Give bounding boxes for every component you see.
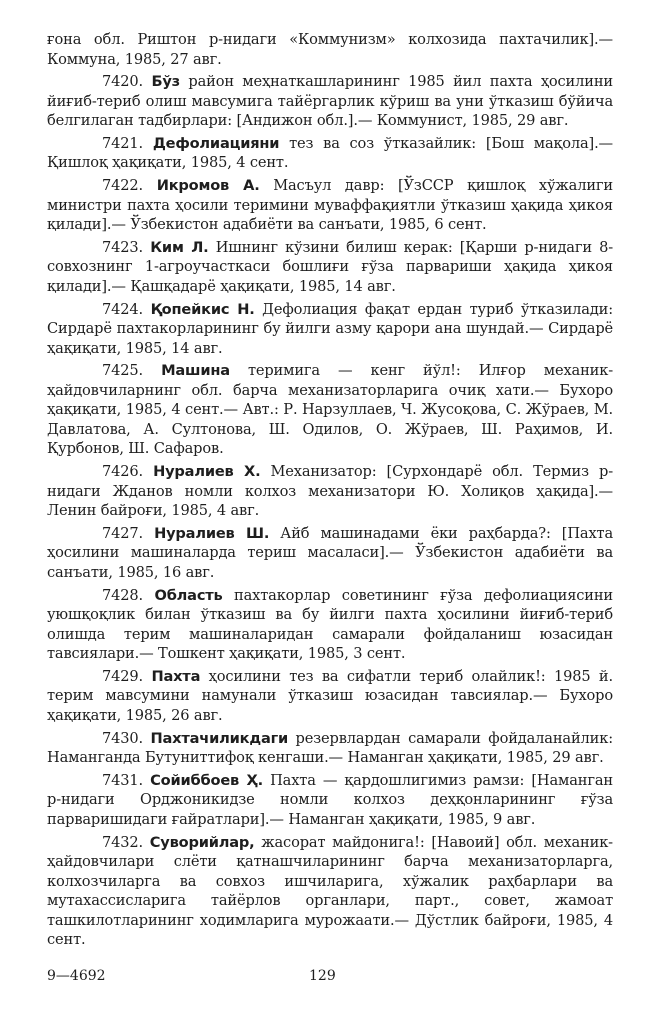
entry-heading: Суворийлар, <box>149 833 255 851</box>
entry-number: 7431. <box>102 771 144 789</box>
entry-number: 7427. <box>102 524 144 542</box>
entry-text: резервлардан самарали фойдаланайлик: Наманганда Бутуниттифоқ кенгаши.— Наманган ҳақиқати, 1985, 29 авг. <box>47 729 613 767</box>
entry-text: район меҳнаткашларининг 1985 йил пахта ҳосилини йиғиб-териб олиш мавсумига тайёргарлик кўриш ва уни ўтказиш бўйича белгилаган тадбирлари: [Андижон обл.].— Коммунист, 1985, 29 авг. <box>47 73 613 130</box>
entry-heading: Дефолиацияни <box>152 134 280 152</box>
entry-text: Пахта — қардошлигимиз рамзи: [Наманган р-нидаги Орджоникидзе номли колхоз деҳқонларининг ғўза парваришидаги ғайратлари].— Наманган ҳақиқати, 1985, 9 авг. <box>47 771 613 828</box>
entry-7422 <box>47 176 613 235</box>
entry-7432 <box>47 833 613 950</box>
entry-7424 <box>47 300 613 359</box>
entry-number: 7421. <box>102 134 144 152</box>
entry-heading: Сойиббоев Ҳ. <box>150 771 263 789</box>
entry-7423 <box>47 238 613 297</box>
entry-text: Ишнинг кўзини билиш керак: [Қарши р-нидаги 8-совхознинг 1-агроучасткаси бошлиғи ғўза парвариши ҳақида ҳикоя қилади].— Қашқадарё ҳақиқати, 1985, 14 авг. <box>47 238 614 295</box>
entry-text: теримига — кенг йўл!: Илғор механик-ҳайдовчиларнинг обл. барча механизаторларига очиқ хати.— Бухоро ҳақиқати, 1985, 4 сент.— Авт.: Р. Нарзуллаев, Ч. Жусоқова, С. Жўраев, М. Давлатова, А. Султонова, Ш. Одилов, О. Жўраев, Ш. Раҳимов, И. Қурбонов, Ш. Сафаров. <box>47 362 613 458</box>
entry-7428 <box>47 586 613 664</box>
entry-heading: Қопейкис Н. <box>150 300 255 318</box>
entry-number: 7422. <box>102 177 144 195</box>
entry-7431 <box>47 771 613 830</box>
entry-number: 7428. <box>102 586 144 604</box>
entry-number: 7430. <box>102 729 144 747</box>
page-number: 129 <box>309 968 336 984</box>
entry-number: 7420. <box>102 73 144 91</box>
entry-number: 7432. <box>102 833 144 851</box>
entry-7425 <box>47 361 613 459</box>
entry-heading: Машина <box>161 362 230 380</box>
entry-7426 <box>47 462 613 521</box>
entry-7421 <box>47 134 613 173</box>
entry-text: Механизатор: [Сурхондарё обл. Термиз р-нидаги Жданов номли колхоз механизатори Ю. Холиқов ҳақида].— Ленин байроғи, 1985, 4 авг. <box>47 463 613 520</box>
entry-number: 7429. <box>102 667 144 685</box>
entry-text: ғона обл. Риштон р-нидаги «Коммунизм» колхозида пахтачилик].— Коммуна, 1985, 27 авг. <box>47 31 613 68</box>
entry-continuation <box>47 30 613 69</box>
entry-7427 <box>47 524 613 583</box>
entry-number: 7425. <box>102 362 144 380</box>
entry-heading: Нуралиев Х. <box>153 463 261 481</box>
entry-heading: Область <box>154 586 223 604</box>
entry-number: 7426. <box>102 463 144 481</box>
entry-text: жасорат майдонига!: [Навоий] обл. механик-ҳайдовчилари слёти қатнашчиларининг барча механизаторларга, колхозчиларга ва совхоз ишчиларига, хўжалик раҳбарлари ва мутахассисларига тайёрлов органлари, парт., совет, жамоат ташкилотларининг ходимларига мурожаати.— Дўстлик байроғи, 1985, 4 сент. <box>47 833 613 949</box>
page-footer <box>47 968 613 990</box>
entry-heading: Икромов А. <box>156 177 260 195</box>
entry-text: Дефолиация фақат ердан туриб ўтказилади: Сирдарё пахтакорларининг бу йилги азму қарори ана шундай.— Сирдарё ҳақиқати, 1985, 14 авг. <box>47 300 614 357</box>
entry-7420 <box>47 72 613 131</box>
entry-heading: Пахта <box>151 667 201 685</box>
entry-text: пахтакорлар советининг ғўза дефолиациясини уюшқоқлик билан ўтказиш ва бу йилги пахта ҳосилини йиғиб-териб олишда терим машиналаридан самарали фойдаланиш юзасидан тавсиялари.— Тошкент ҳақиқати, 1985, 3 сент. <box>47 586 614 663</box>
printer-signature: 9—4692 <box>47 968 106 984</box>
entry-text: Масъул давр: [ЎзССР қишлоқ хўжалиги министри пахта ҳосили теримини муваффақиятли ўтказиш ҳақида ҳикоя қилади].— Ўзбекистон адабиёти ва санъати, 1985, 6 сент. <box>47 177 613 234</box>
entry-text: ҳосилини тез ва сифатли териб олайлик!: 1985 й. терим мавсумини намунали ўтказиш юзасидан тавсиялар.— Бухоро ҳақиқати, 1985, 26 авг. <box>47 667 613 724</box>
entry-heading: Ким Л. <box>150 238 209 256</box>
entry-text: Айб машинадами ёки раҳбарда?: [Пахта ҳосилини машиналарда териш масаласи].— Ўзбекистон адабиёти ва санъати, 1985, 16 авг. <box>47 524 613 581</box>
entry-7430 <box>47 729 613 768</box>
entry-heading: Нуралиев Ш. <box>154 524 270 542</box>
entry-7429 <box>47 667 613 726</box>
entry-number: 7423. <box>102 238 144 256</box>
entry-text: тез ва соз ўтказайлик: [Бош мақола].— Қишлоқ ҳақиқати, 1985, 4 сент. <box>47 134 614 172</box>
bibliography-page <box>47 30 613 953</box>
entry-number: 7424. <box>102 300 144 318</box>
entry-heading: Пахтачиликдаги <box>150 729 289 747</box>
entry-heading: Бўз <box>151 73 180 91</box>
